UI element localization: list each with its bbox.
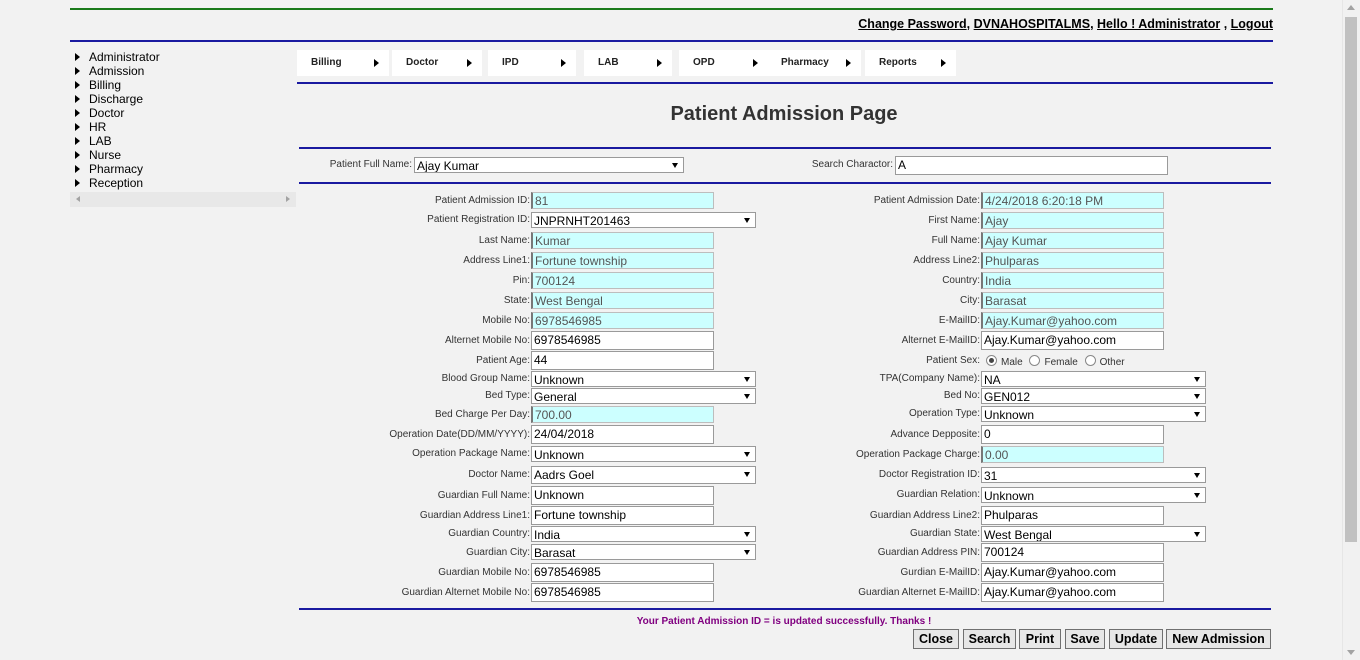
save-button[interactable]: Save: [1065, 629, 1105, 649]
radio-icon[interactable]: [1085, 355, 1096, 366]
guardian-pin-input[interactable]: 700124: [981, 543, 1164, 562]
expand-icon: [75, 95, 80, 103]
bed-charge-field: 700.00: [531, 406, 714, 423]
admission-date-label: Patient Admission Date:: [873, 195, 980, 206]
email-label: E-MailID:: [938, 315, 980, 326]
submenu-arrow-icon: [846, 59, 851, 67]
sidebar-item-hr[interactable]: HR: [70, 120, 296, 134]
sex-label: Patient Sex:: [926, 355, 980, 366]
guardian-address1-input[interactable]: Fortune township: [531, 506, 714, 525]
sidebar-item-admission[interactable]: Admission: [70, 64, 296, 78]
guardian-mobile-input[interactable]: 6978546985: [531, 563, 714, 582]
logout-link[interactable]: Logout: [1230, 17, 1273, 31]
last-name-field: Kumar: [531, 232, 714, 249]
scroll-left-icon[interactable]: [76, 196, 80, 202]
sidebar-item-doctor[interactable]: Doctor: [70, 106, 296, 120]
patient-full-name-label: Patient Full Name:: [329, 159, 412, 170]
guardian-email-input[interactable]: Ajay.Kumar@yahoo.com: [981, 563, 1164, 582]
state-field: West Bengal: [531, 292, 714, 309]
greeting-link[interactable]: Hello ! Administrator: [1097, 17, 1221, 31]
sex-radio-group: [986, 355, 1125, 368]
menu-lab[interactable]: LAB: [584, 50, 672, 76]
tpa-label: TPA(Company Name):: [879, 373, 980, 384]
sidebar-item-pharmacy[interactable]: Pharmacy: [70, 162, 296, 176]
bed-no-label: Bed No:: [943, 390, 980, 401]
submenu-arrow-icon: [941, 59, 946, 67]
guardian-address1-label: Guardian Address Line1:: [419, 510, 530, 521]
sidebar-item-reception[interactable]: Reception: [70, 176, 296, 190]
expand-icon: [75, 53, 80, 61]
doctor-name-label: Doctor Name:: [468, 469, 530, 480]
guardian-country-select[interactable]: India: [531, 526, 756, 542]
search-divider: [299, 182, 1271, 184]
country-field: India: [981, 272, 1164, 289]
mobile-field: 6978546985: [531, 312, 714, 329]
patient-full-name-select[interactable]: Ajay Kumar: [414, 157, 684, 173]
op-package-charge-label: Operation Package Charge:: [856, 449, 980, 460]
menu-ipd[interactable]: IPD: [488, 50, 576, 76]
sex-other-radio[interactable]: Other: [1085, 357, 1125, 368]
print-button[interactable]: Print: [1019, 629, 1061, 649]
expand-icon: [75, 137, 80, 145]
operation-date-label: Operation Date(DD/MM/YYYY):: [389, 429, 530, 440]
menu-billing[interactable]: Billing: [297, 50, 389, 76]
alt-email-input[interactable]: Ajay.Kumar@yahoo.com: [981, 331, 1164, 350]
status-message: Your Patient Admission ID = is updated successfully. Thanks !: [636, 616, 932, 627]
radio-icon[interactable]: [1029, 355, 1040, 366]
menu-pharmacy[interactable]: Pharmacy: [768, 50, 861, 76]
age-input[interactable]: 44: [531, 351, 714, 370]
country-label: Country:: [942, 275, 980, 286]
tpa-select[interactable]: NA: [981, 371, 1206, 387]
state-label: State:: [503, 295, 530, 306]
bed-no-select[interactable]: GEN012: [981, 388, 1206, 404]
guardian-pin-label: Guardian Address PIN:: [877, 547, 980, 558]
change-password-link[interactable]: Change Password: [858, 17, 967, 31]
page-title: Patient Admission Page: [670, 103, 898, 125]
alt-mobile-input[interactable]: 6978546985: [531, 331, 714, 350]
blood-group-select[interactable]: Unknown: [531, 371, 756, 387]
address2-field: Phulparas: [981, 252, 1164, 269]
city-label: City:: [960, 295, 980, 306]
expand-icon: [75, 109, 80, 117]
sidebar-item-discharge[interactable]: Discharge: [70, 92, 296, 106]
address1-field: Fortune township: [531, 252, 714, 269]
radio-selected-icon[interactable]: [986, 355, 997, 366]
search-character-input[interactable]: A: [895, 156, 1168, 175]
header-divider: [70, 40, 1273, 42]
guardian-address2-label: Guardian Address Line2:: [869, 510, 980, 521]
search-button[interactable]: Search: [963, 629, 1016, 649]
guardian-alt-email-input[interactable]: Ajay.Kumar@yahoo.com: [981, 583, 1164, 602]
guardian-relation-label: Guardian Relation:: [896, 489, 980, 500]
top-divider: [70, 8, 1273, 10]
menu-doctor[interactable]: Doctor: [392, 50, 482, 76]
separator: ,: [1090, 17, 1094, 31]
scroll-down-icon[interactable]: [1347, 650, 1355, 655]
guardian-state-label: Guardian State:: [909, 528, 980, 539]
alt-email-label: Alternet E-MailID:: [901, 335, 980, 346]
guardian-city-select[interactable]: Barasat: [531, 544, 756, 560]
submenu-arrow-icon: [374, 59, 379, 67]
address2-label: Address Line2:: [913, 255, 980, 266]
doctor-reg-label: Doctor Registration ID:: [878, 469, 980, 480]
advance-input[interactable]: 0: [981, 425, 1164, 444]
guardian-name-label: Guardian Full Name:: [437, 490, 530, 501]
sidebar-item-billing[interactable]: Billing: [70, 78, 296, 92]
submenu-arrow-icon: [657, 59, 662, 67]
alt-mobile-label: Alternet Mobile No:: [444, 335, 530, 346]
expand-icon: [75, 123, 80, 131]
guardian-alt-mobile-label: Guardian Alternet Mobile No:: [401, 587, 530, 598]
age-label: Patient Age:: [476, 355, 530, 366]
bed-type-select[interactable]: General: [531, 388, 756, 404]
first-name-field: Ajay: [981, 212, 1164, 229]
bed-type-label: Bed Type:: [485, 390, 530, 401]
address1-label: Address Line1:: [463, 255, 530, 266]
expand-icon: [75, 81, 80, 89]
user-links: [70, 17, 1273, 31]
registration-id-select[interactable]: JNPRNHT201463: [531, 212, 756, 228]
op-package-charge-field: 0.00: [981, 446, 1164, 463]
doctor-name-select[interactable]: Aadrs Goel: [531, 466, 756, 484]
guardian-state-select[interactable]: West Bengal: [981, 526, 1206, 542]
search-character-label: Search Charactor:: [811, 159, 893, 170]
sidebar-item-administrator[interactable]: Administrator: [70, 50, 296, 64]
update-button[interactable]: Update: [1109, 629, 1163, 649]
sex-male-radio[interactable]: Male: [986, 357, 1023, 368]
form-divider: [299, 608, 1271, 610]
menu-opd[interactable]: OPD: [679, 50, 768, 76]
op-package-select[interactable]: Unknown: [531, 446, 756, 462]
last-name-label: Last Name:: [478, 235, 530, 246]
sidebar-item-nurse[interactable]: Nurse: [70, 148, 296, 162]
new-admission-button[interactable]: New Admission: [1166, 629, 1271, 649]
operation-type-label: Operation Type:: [909, 408, 980, 419]
full-name-label: Full Name:: [931, 235, 980, 246]
title-divider: [299, 147, 1271, 149]
mobile-label: Mobile No:: [482, 315, 530, 326]
guardian-alt-mobile-input[interactable]: 6978546985: [531, 583, 714, 602]
doctor-reg-select[interactable]: 31: [981, 467, 1206, 483]
guardian-email-label: Gurdian E-MailID:: [900, 567, 980, 578]
menu-reports[interactable]: Reports: [865, 50, 956, 76]
hospital-link[interactable]: DVNAHOSPITALMS: [973, 17, 1091, 31]
expand-icon: [75, 67, 80, 75]
email-field: Ajay.Kumar@yahoo.com: [981, 312, 1164, 329]
expand-icon: [75, 165, 80, 173]
admission-id-label: Patient Admission ID:: [434, 195, 530, 206]
sex-female-radio[interactable]: Female: [1029, 357, 1077, 368]
blood-group-label: Blood Group Name:: [441, 373, 530, 384]
full-name-field: Ajay Kumar: [981, 232, 1164, 249]
guardian-relation-select[interactable]: Unknown: [981, 487, 1206, 503]
first-name-label: First Name:: [928, 215, 980, 226]
menu-divider: [297, 82, 1273, 84]
guardian-country-label: Guardian Country:: [448, 528, 530, 539]
expand-icon: [75, 179, 80, 187]
guardian-mobile-label: Guardian Mobile No:: [438, 567, 530, 578]
sidebar-item-lab[interactable]: LAB: [70, 134, 296, 148]
op-package-label: Operation Package Name:: [412, 448, 530, 459]
guardian-alt-email-label: Guardian Alternet E-MailID:: [858, 587, 980, 598]
bed-charge-label: Bed Charge Per Day:: [434, 409, 530, 420]
city-field: Barasat: [981, 292, 1164, 309]
guardian-address2-input[interactable]: Phulparas: [981, 506, 1164, 525]
guardian-city-label: Guardian City:: [466, 547, 530, 558]
admission-date-field: 4/24/2018 6:20:18 PM: [981, 192, 1164, 209]
pin-label: Pin:: [512, 275, 530, 286]
separator: ,: [1223, 17, 1228, 31]
operation-date-input[interactable]: 24/04/2018: [531, 425, 714, 444]
scroll-up-icon[interactable]: [1347, 5, 1355, 10]
scroll-thumb[interactable]: [1345, 17, 1357, 542]
submenu-arrow-icon: [467, 59, 472, 67]
guardian-name-input[interactable]: Unknown: [531, 486, 714, 505]
close-button[interactable]: Close: [913, 629, 959, 649]
operation-type-select[interactable]: Unknown: [981, 406, 1206, 422]
registration-id-label: Patient Registration ID:: [427, 214, 530, 225]
pin-field: 700124: [531, 272, 714, 289]
advance-label: Advance Depposite:: [890, 429, 980, 440]
admission-id-field: 81: [531, 192, 714, 209]
vertical-scrollbar[interactable]: [1342, 0, 1360, 660]
submenu-arrow-icon: [561, 59, 566, 67]
expand-icon: [75, 151, 80, 159]
sidebar-scrollbar[interactable]: [70, 192, 296, 207]
submenu-arrow-icon: [753, 59, 758, 67]
separator: ,: [966, 17, 971, 31]
